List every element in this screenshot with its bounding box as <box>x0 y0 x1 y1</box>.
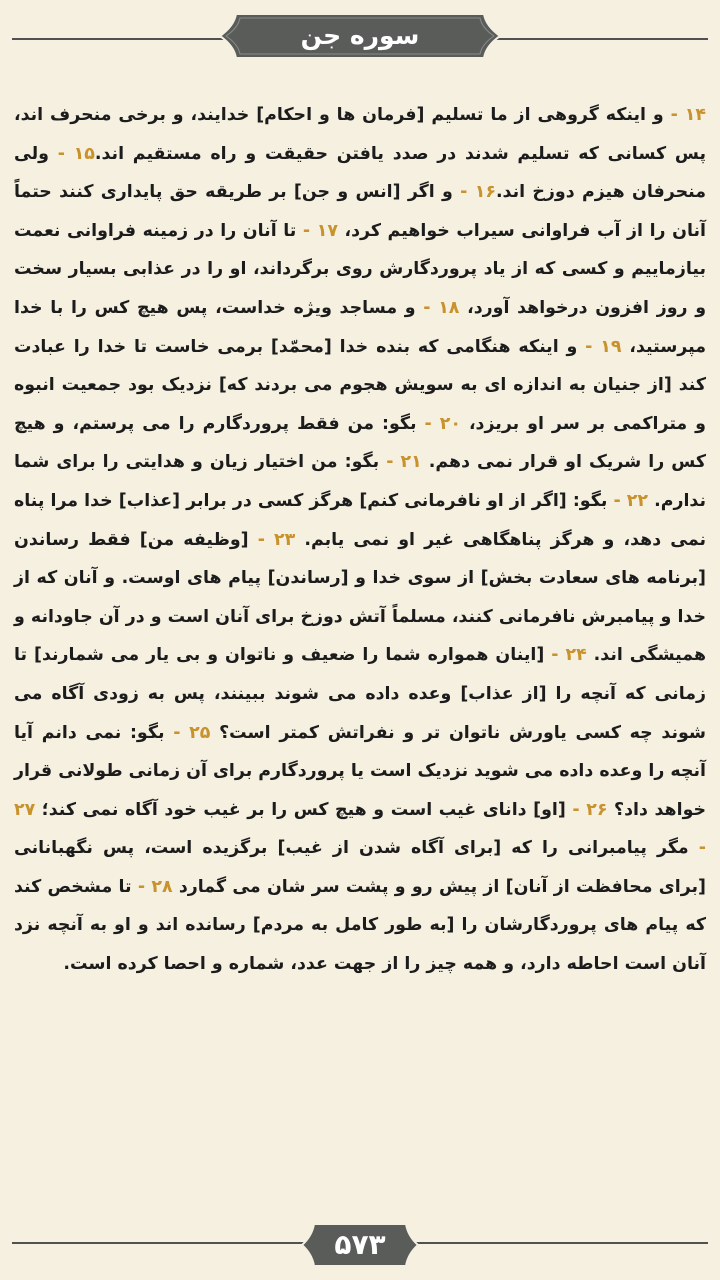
verse-number: ۱۷ - <box>296 220 338 241</box>
verse-text: و اینکه هنگامی که بنده خدا [محمّد] برمی خاست تا خدا را عبادت کند [از جنیان به اندازه ای به سویش هجوم می بردند که] نزدیک بود جمعیت انبوه و متراکمی بر سر او بریزد، <box>14 336 706 434</box>
verse-number: ۲۴ - <box>544 645 587 666</box>
verse-number: ۲۰ - <box>416 413 461 434</box>
verse-number: ۱۴ - <box>663 105 706 125</box>
verse-text: [او] دانای غیب است و هیچ کس را بر غیب خود آگاه نمی کند؛ <box>35 799 566 820</box>
verse-number: ۱۵ - <box>48 143 95 164</box>
verse-text: بگو: [اگر از او نافرمانی کنم] هرگز کسی در برابر [عذاب] خدا مرا پناه نمی دهد، و هرگز پناهگاهی غیر او نمی یابم. <box>14 490 707 550</box>
verse-number: ۱۸ - <box>415 297 460 318</box>
verse-text: بگو: نمی دانم آیا آنچه را وعده داده می شوید نزدیک است یا پروردگارم برای آن زمانی طولانی قرار خواهد داد؟ <box>14 722 707 820</box>
verse-number: ۲۱ - <box>379 452 422 473</box>
verse-text: و اینکه گروهی از ما تسلیم [فرمان ها و احکام] خدایند، و برخی منحرف اند، پس کسانی که تسلیم شدند در صدد یافتن حقیقت و راه مستقیم اند. <box>14 105 706 164</box>
verse-text: بگو: من فقط پروردگارم را می پرستم، و هیچ کس را شریک او قرار نمی دهم. <box>14 413 707 473</box>
verse-text: و اگر [انس و جن] بر طریقه حق پایداری کنند حتماً آنان را از آب فراوانی سیراب خواهیم کرد، <box>14 182 706 241</box>
verse-text: مگر پیامبرانی را که [برای آگاه شدن از غیب] برگزیده است، پس نگهبانانی [برای محافظت از آنان] از پیش رو و پشت سر شان می گمارد <box>14 838 707 897</box>
verse-text: تا آنان را در زمینه فراوانی نعمت بیازماییم و کسی که از یاد پروردگارش روی برگرداند، او را در عذابی بسیار سخت و روز افزون درخواهد آورد، <box>14 220 707 318</box>
surah-title-plaque <box>218 12 502 60</box>
verse-number: ۲۸ - <box>131 876 173 897</box>
page-number-plaque <box>300 1222 420 1268</box>
translation-text <box>14 96 706 984</box>
verse-text: بگو: من اختیار زیان و هدایتی را برای شما ندارم. <box>14 452 706 511</box>
verse-number: ۲۳ - <box>248 529 296 550</box>
verse-text: ولی منحرفان هیزم دوزخ اند. <box>14 143 706 203</box>
verse-text: [وظیفه من] فقط رساندن [برنامه های سعادت بخش] از سوی خدا و [رساندن] پیام های اوست. و آنان که از خدا و پیامبرش نافرمانی کنند، مسلماً آتش دوزخ برای آنان است و در آن جاودانه و همیشگی اند. <box>14 529 706 666</box>
verse-number: ۱۹ - <box>577 336 622 357</box>
verse-text: و مساجد ویژه خداست، پس هیچ کس را با خدا مپرستید، <box>14 297 706 357</box>
verse-number: ۲۵ - <box>164 722 211 743</box>
verse-text: [اینان همواره شما را ضعیف و ناتوان و بی یار می شمارند] تا زمانی که آنچه را [از عذاب] وعده داده می شوند ببینند، پس به زودی آگاه می شوند چه کسی یاورش ناتوان تر و نفراتش کمتر است؟ <box>14 645 707 743</box>
page-number: ۵۷۳ <box>334 1228 386 1261</box>
verse-number: ۲۷ - <box>14 799 706 859</box>
verse-text: تا مشخص کند که پیام های پروردگارشان را [به طور کامل به مردم] رسانده اند و او به آنچه نزد آنان است احاطه دارد، و همه چیز را از جهت عدد، شماره و احصا کرده است. <box>14 876 706 975</box>
verse-number: ۱۶ - <box>452 182 496 203</box>
surah-title: سوره جن <box>300 21 420 50</box>
verse-number: ۲۶ - <box>565 799 608 820</box>
verse-number: ۲۲ - <box>607 490 648 511</box>
